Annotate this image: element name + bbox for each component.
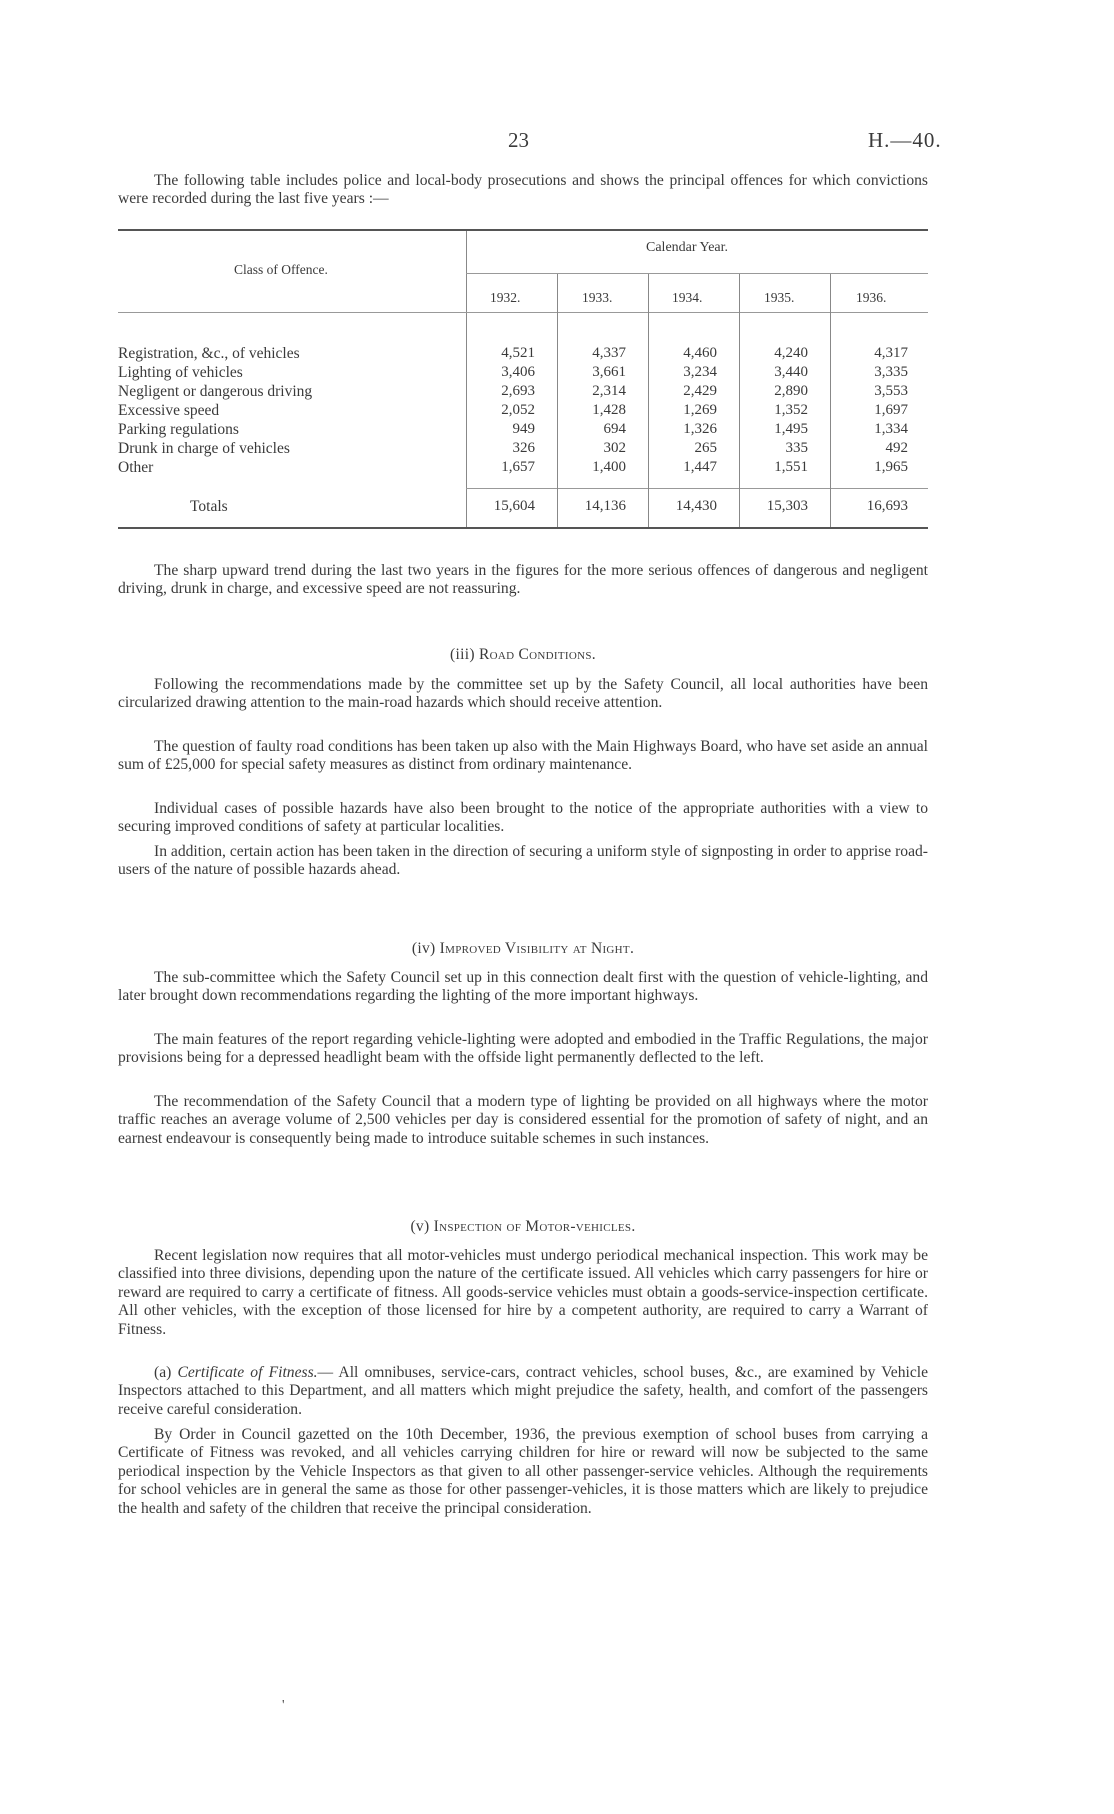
- totals-cell: 16,693: [866, 498, 908, 514]
- table-cell: 4,521: [501, 345, 535, 361]
- col-divider: [739, 274, 740, 527]
- table-cell: 335: [785, 440, 808, 456]
- table-cell: 3,406: [501, 364, 535, 380]
- subsection-text: — All omnibuses, service-cars, contract vehicles, school buses, &c., are examined by Vehicle Inspectors attached to this Department, and all matters which might prejudice the safety, health, and comfort of the passengers receive careful consideration.: [118, 1364, 929, 1418]
- paragraph: Individual cases of possible hazards have also been brought to the notice of the appropriate authorities with a view to securing improved conditions of safety at particular localities.: [118, 800, 928, 836]
- table-cell: 1,697: [874, 402, 908, 418]
- table-cell: 2,314: [592, 383, 626, 399]
- table-cell: 265: [694, 440, 717, 456]
- totals-cell: 15,604: [493, 498, 535, 514]
- table-cell: 2,890: [774, 383, 808, 399]
- table-cell: 2,693: [501, 383, 535, 399]
- after-table-paragraph: The sharp upward trend during the last two years in the figures for the more serious offences of dangerous and negligent driving, drunk in charge, and excessive speed are not reassuring.: [118, 562, 928, 598]
- table-cell: 3,661: [592, 364, 626, 380]
- table-cell: 326: [512, 440, 535, 456]
- table-cell: 3,553: [874, 383, 908, 399]
- table-cell: 1,269: [683, 402, 717, 418]
- table-cell: 302: [603, 440, 626, 456]
- table-cell: 1,965: [874, 459, 908, 475]
- section-iii-heading: [0, 646, 1046, 664]
- section-v-heading: [0, 1218, 1046, 1236]
- row-label: Lighting of vehicles: [118, 364, 243, 381]
- year-header: 1936.: [856, 290, 887, 305]
- col-divider: [557, 274, 558, 527]
- table-cell: 1,657: [501, 459, 535, 475]
- stub-header: Class of Offence.: [234, 262, 328, 277]
- table-bottom-rule: [118, 527, 928, 529]
- table-cell: 1,551: [774, 459, 808, 475]
- table-header-rule: [118, 312, 928, 313]
- col-divider: [830, 274, 831, 527]
- section-iv-heading: [0, 940, 1046, 958]
- row-label: Negligent or dangerous driving: [118, 383, 313, 400]
- totals-cell: 15,303: [766, 498, 808, 514]
- section-title: Road Conditions.: [478, 646, 596, 663]
- paragraph: Following the recommendations made by the committee set up by the Safety Council, all local authorities have been circularized drawing attention to the main-road hazards which should receive attention.: [118, 676, 928, 712]
- paragraph: Recent legislation now requires that all motor-vehicles must undergo periodical mechanical inspection. This work may be classified into three divisions, depending upon the nature of the certificate issued. All vehicles which carry passengers for hire or reward are required to carry a certificate of fitness. All goods-service vehicles must obtain a goods-service-inspection certificate. All other vehicles, with the exception of those licensed for hire by a competent authority, are required to carry a Warrant of Fitness.: [118, 1247, 928, 1338]
- paragraph: In addition, certain action has been taken in the direction of securing a uniform style of signposting in order to apprise road-users of the nature of possible hazards ahead.: [118, 843, 928, 879]
- table-cell: 4,317: [874, 345, 908, 361]
- page-number: 23: [508, 128, 529, 152]
- paragraph: The sub-committee which the Safety Council set up in this connection dealt first with the question of vehicle-lighting, and later brought down recommendations regarding the lighting of the more important highways.: [118, 969, 928, 1005]
- table-cell: 1,334: [874, 421, 908, 437]
- table-cell: 1,326: [683, 421, 717, 437]
- col-divider: [648, 274, 649, 527]
- section-number: (iii): [450, 646, 475, 663]
- document-reference: H.—40.: [868, 128, 942, 152]
- row-label: Registration, &c., of vehicles: [118, 345, 300, 362]
- paragraph: By Order in Council gazetted on the 10th December, 1936, the previous exemption of school buses from carrying a Certificate of Fitness was revoked, and all vehicles carrying children for hire or reward will now be subjected to the same periodical inspection by the Vehicle Inspectors as that given to all other passenger-service vehicles. Although the requirements for school vehicles are in general the same as those for other passenger-vehicles, it is those matters which are likely to prejudice the health and safety of the children that receive the principal consideration.: [118, 1426, 928, 1517]
- table-cell: 1,495: [774, 421, 808, 437]
- table-cell: 1,447: [683, 459, 717, 475]
- section-number: (v): [410, 1218, 430, 1235]
- section-title: Improved Visibility at Night.: [439, 940, 635, 957]
- year-header: 1933.: [582, 290, 613, 305]
- totals-cell: 14,430: [675, 498, 717, 514]
- table-cell: 2,429: [683, 383, 717, 399]
- row-label: Drunk in charge of vehicles: [118, 440, 290, 457]
- table-cell: 1,428: [592, 402, 626, 418]
- table-cell: 492: [885, 440, 908, 456]
- table-totals-rule: [466, 488, 928, 489]
- row-label: Excessive speed: [118, 402, 220, 419]
- table-cell: 3,234: [683, 364, 717, 380]
- group-header: Calendar Year.: [646, 240, 729, 255]
- section-number: (iv): [411, 940, 436, 957]
- table-cell: 4,337: [592, 345, 626, 361]
- table-cell: 949: [512, 421, 535, 437]
- paragraph: The question of faulty road conditions has been taken up also with the Main Highways Board, who have set aside an annual sum of £25,000 for special safety measures as distinct from ordinary maintenance.: [118, 738, 928, 774]
- row-label: Other: [118, 459, 154, 476]
- year-header: 1934.: [672, 290, 703, 305]
- table-cell: 1,352: [774, 402, 808, 418]
- row-label: Parking regulations: [118, 421, 239, 438]
- subsection-title: Certificate of Fitness.: [177, 1364, 318, 1381]
- year-header: 1932.: [490, 290, 521, 305]
- year-header: 1935.: [764, 290, 795, 305]
- table-cell: 4,460: [683, 345, 717, 361]
- table-cell: 4,240: [774, 345, 808, 361]
- table-cell: 1,400: [592, 459, 626, 475]
- table-cell: 694: [603, 421, 626, 437]
- subsection-label: (a): [154, 1364, 172, 1381]
- table-top-rule: [118, 229, 928, 231]
- paragraph: The main features of the report regarding vehicle-lighting were adopted and embodied in the Traffic Regulations, the major provisions being for a depressed headlight beam with the offside light permanently deflected to the left.: [118, 1031, 928, 1067]
- table-cell: 3,440: [774, 364, 808, 380]
- table-cell: 3,335: [874, 364, 908, 380]
- paragraph-a: [118, 1364, 928, 1419]
- totals-cell: 14,136: [584, 498, 626, 514]
- intro-paragraph: The following table includes police and local-body prosecutions and shows the principal offences for which convictions were recorded during the last five years :—: [118, 172, 928, 208]
- table-group-rule: [466, 273, 928, 274]
- paragraph: The recommendation of the Safety Council that a modern type of lighting be provided on all highways where the motor traffic reaches an average volume of 2,500 vehicles per day is considered essential for the promotion of safety of night, and an earnest endeavour is consequently being made to introduce suitable schemes in such instances.: [118, 1093, 928, 1147]
- footer-mark: ': [282, 1698, 285, 1713]
- table-cell: 2,052: [501, 402, 535, 418]
- section-title: Inspection of Motor-vehicles.: [433, 1218, 636, 1235]
- totals-label: Totals: [190, 498, 228, 515]
